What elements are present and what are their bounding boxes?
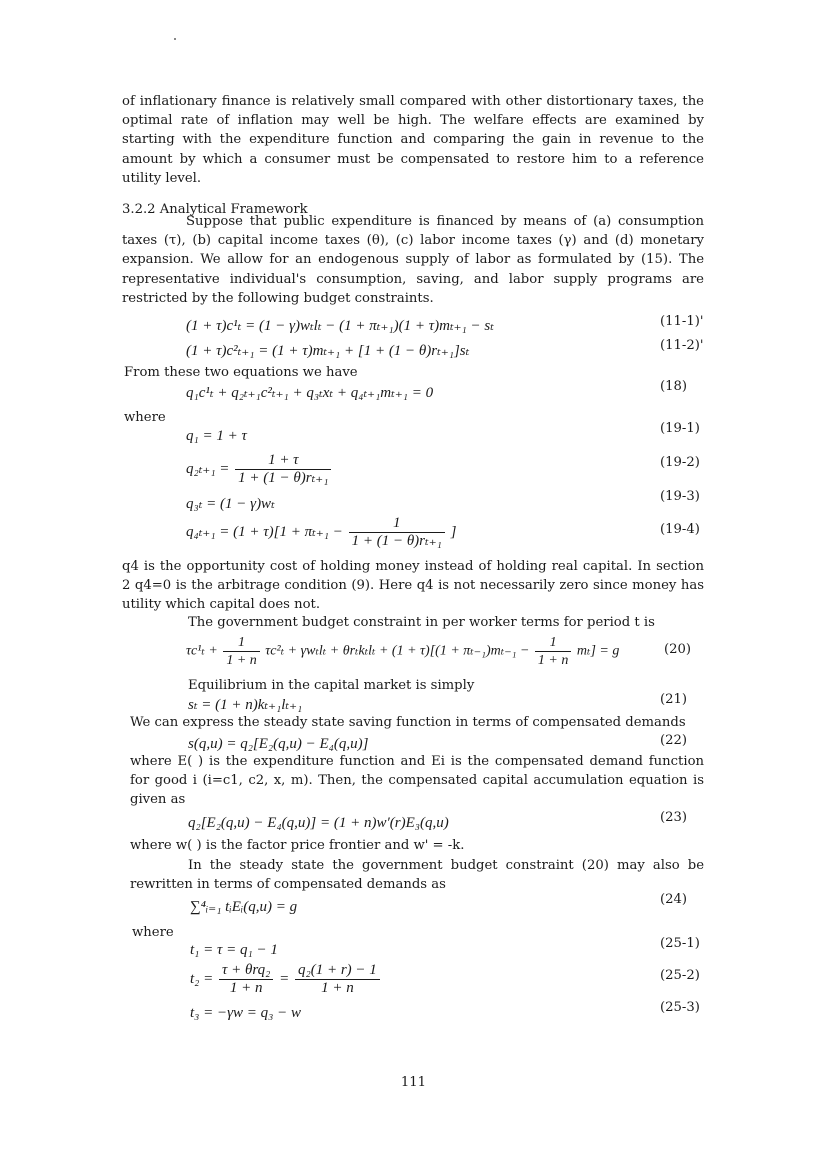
gov-budget-text: The government budget constraint in per worker terms for period t is <box>188 615 655 630</box>
equation-number-19-1: (19-1) <box>660 421 700 436</box>
equation-number-25-1: (25-1) <box>660 936 700 951</box>
eq19-2-denominator: 1 + (1 − θ)rₜ₊₁ <box>238 470 329 486</box>
eq20-fraction-1 <box>223 634 259 669</box>
eq25-2-frac1-num: τ + θrq₂ <box>219 962 273 980</box>
page-number: 111 <box>400 1075 427 1090</box>
equation-22: s(q,u) = q₂[E₂(q,u) − E₄(q,u)] <box>188 736 369 752</box>
equation-19-2 <box>186 452 333 487</box>
equation-20 <box>186 634 619 669</box>
equation-23: q₂[E₂(q,u) − E₄(q,u)] = (1 + n)w′(r)E₃(q,u) <box>188 815 449 831</box>
where-text-2: where <box>132 925 174 940</box>
equation-number-18: (18) <box>660 379 688 394</box>
equation-number-24: (24) <box>660 892 688 907</box>
eq25-2-frac1-den: 1 + n <box>229 980 263 996</box>
equation-number-11-2: (11-2)' <box>660 338 704 353</box>
equation-19-3: q₃ₜ = (1 − γ)wₜ <box>186 496 275 512</box>
eq20-part-b: τc²ₜ + γwₜlₜ + θrₜkₜlₜ + (1 + τ)[(1 + πₜ₋₁)mₜ₋₁ − <box>265 643 530 659</box>
equation-number-19-2: (19-2) <box>660 455 700 470</box>
equation-19-1: q₁ = 1 + τ <box>186 428 247 444</box>
framework-paragraph: Suppose that public expenditure is financed by means of (a) consumption taxes (τ), (b) capital income taxes (θ), (c) labor income taxes (γ) and (d) monetary expansion. We allow for an endogenous supply of labor as formulated by (15). The representative individual's consumption, saving, and labor supply programs are restricted by the following budget constraints. <box>122 214 704 306</box>
scan-speck <box>174 38 176 40</box>
equation-number-23: (23) <box>660 810 688 825</box>
eq20-frac2-num: 1 <box>535 634 571 652</box>
eq19-2-fraction <box>235 452 331 487</box>
equation-25-2 <box>190 962 382 997</box>
equation-number-25-2: (25-2) <box>660 968 700 983</box>
equation-number-20: (20) <box>664 642 692 657</box>
eq19-2-lhs: q₂ₜ₊₁ = <box>186 460 230 477</box>
equation-19-4 <box>186 515 456 550</box>
eq20-part-c: mₜ] = g <box>576 643 620 659</box>
equation-number-22: (22) <box>660 733 688 748</box>
eq25-2-mid: = <box>279 970 290 987</box>
equation-number-21: (21) <box>660 692 688 707</box>
equation-21: sₜ = (1 + n)kₜ₊₁lₜ₊₁ <box>188 697 303 713</box>
equation-number-19-4: (19-4) <box>660 522 700 537</box>
where-E-paragraph: where E( ) is the expenditure function and Ei is the compensated demand function for good i (i=c1, c2, x, m). Then, the compensated capital accumulation equation is given as <box>130 754 704 808</box>
equilibrium-text: Equilibrium in the capital market is simply <box>188 678 475 693</box>
equation-24: ∑⁴ᵢ₌₁ tᵢEᵢ(q,u) = g <box>190 899 298 915</box>
saving-function-text: We can express the steady state saving function in terms of compensated demands <box>130 715 686 730</box>
equation-11-1: (1 + τ)c¹ₜ = (1 − γ)wₜlₜ − (1 + πₜ₊₁)(1 + τ)mₜ₊₁ − sₜ <box>186 318 494 334</box>
eq20-frac1-den: 1 + n <box>226 653 257 668</box>
equation-number-25-3: (25-3) <box>660 1000 700 1015</box>
where-w-text: where w( ) is the factor price frontier and w' = -k. <box>130 838 465 853</box>
eq25-2-lhs: t₂ = <box>190 970 214 987</box>
eq19-4-end: ] <box>450 523 457 540</box>
steady-state-paragraph: In the steady state the government budget constraint (20) may also be rewritten in terms of compensated demands as <box>130 858 704 893</box>
eq19-4-numerator: 1 <box>349 515 445 533</box>
eq25-2-frac2-num: q₂(1 + r) − 1 <box>295 962 380 980</box>
q4-note-paragraph: q4 is the opportunity cost of holding money instead of holding real capital. In section 2 q4=0 is the arbitrage condition (9). Here q4 is not necessarily zero since money has utility which capital does not. <box>122 559 704 613</box>
eq19-4-denominator: 1 + (1 − θ)rₜ₊₁ <box>351 533 442 549</box>
equation-11-2: (1 + τ)c²ₜ₊₁ = (1 + τ)mₜ₊₁ + [1 + (1 − θ)rₜ₊₁]sₜ <box>186 343 470 359</box>
from-these-text: From these two equations we have <box>124 365 358 380</box>
eq25-2-frac2-den: 1 + n <box>321 980 354 996</box>
eq19-4-lhs: q₄ₜ₊₁ = (1 + τ)[1 + πₜ₊₁ − <box>186 523 343 540</box>
equation-number-11-1: (11-1)' <box>660 314 704 329</box>
where-text-1: where <box>124 410 166 425</box>
eq20-fraction-2 <box>535 634 571 669</box>
eq20-part-a: τc¹ₜ + <box>186 643 218 659</box>
eq20-frac1-num: 1 <box>223 634 259 652</box>
equation-number-19-3: (19-3) <box>660 489 700 504</box>
eq19-4-fraction <box>349 515 445 550</box>
equation-18: q₁c¹ₜ + q₂ₜ₊₁c²ₜ₊₁ + q₃ₜxₜ + q₄ₜ₊₁mₜ₊₁ = 0 <box>186 385 434 401</box>
eq19-2-numerator: 1 + τ <box>235 452 331 470</box>
equation-25-1: t₁ = τ = q₁ − 1 <box>190 942 278 958</box>
eq25-2-fraction-2 <box>295 962 380 997</box>
equation-25-3: t₃ = −γw = q₃ − w <box>190 1005 302 1021</box>
eq20-frac2-den: 1 + n <box>537 653 569 668</box>
eq25-2-fraction-1 <box>219 962 273 997</box>
intro-paragraph: of inflationary finance is relatively small compared with other distortionary taxes, the optimal rate of inflation may well be high. The welfare effects are examined by starting with the expenditure function and comparing the gain in revenue to the amount by which a consumer must be compensated to restore him to a reference utility level. <box>122 94 704 186</box>
section-heading: 3.2.2 Analytical Framework <box>122 202 308 217</box>
